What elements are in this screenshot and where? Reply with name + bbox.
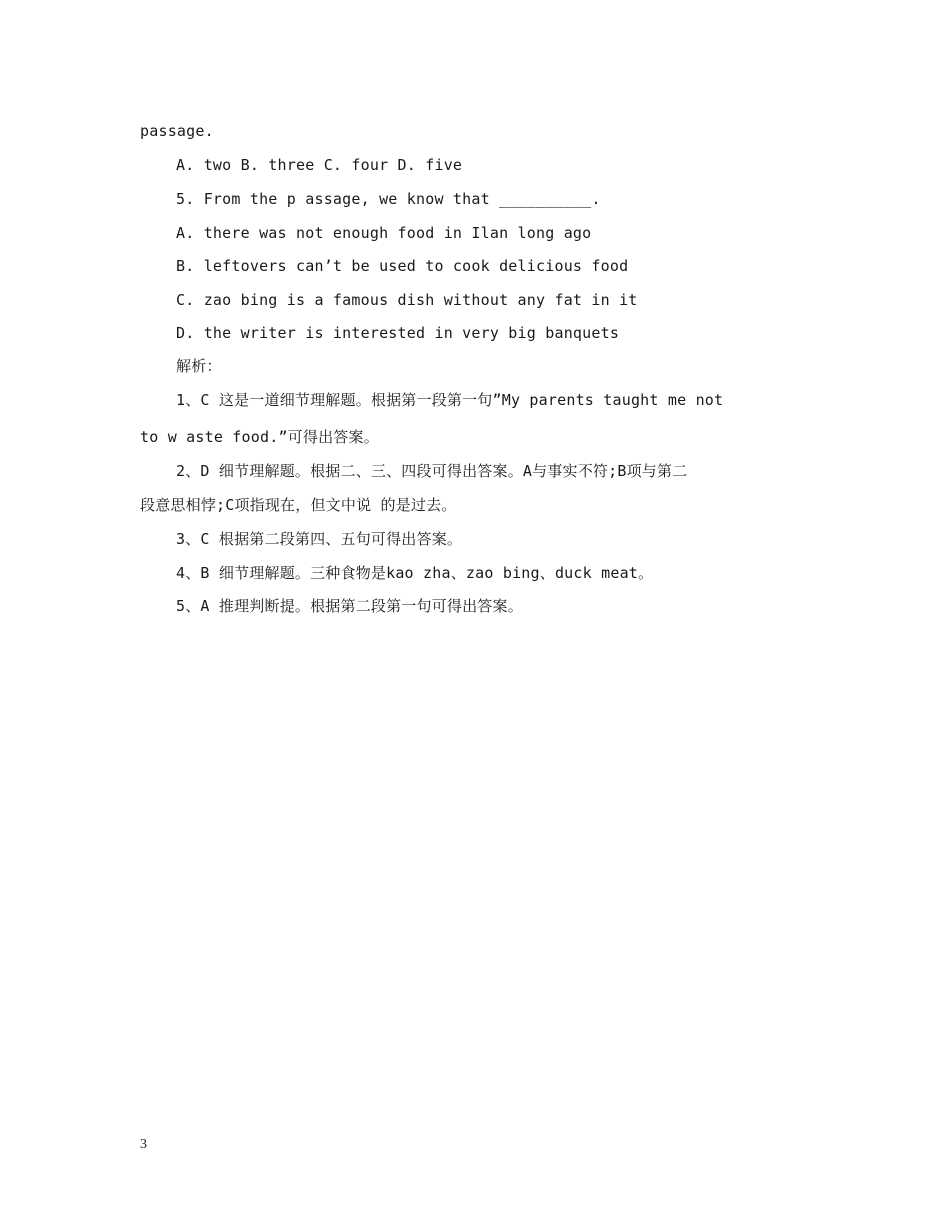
q5-question: 5. From the p assage, we know that __________.	[176, 190, 601, 208]
q5-option-b: B. leftovers can’t be used to cook delicious food	[176, 257, 629, 275]
q4-options: A. two B. three C. four D. five	[176, 156, 463, 174]
q5-option-d: D. the writer is interested in very big banquets	[176, 324, 620, 342]
analysis-heading: 解析：	[176, 357, 222, 375]
page-number: 3	[140, 1137, 147, 1152]
answer-2-line-2: 段意思相悖;C项指现在，但文中说 的是过去。	[140, 496, 457, 514]
answer-4: 4、B 细节理解题。三种食物是kao zha、zao bing、duck meat。	[176, 564, 654, 582]
answer-3: 3、C 根据第二段第四、五句可得出答案。	[176, 530, 463, 548]
answer-5: 5、A 推理判断提。根据第二段第一句可得出答案。	[176, 597, 523, 615]
answer-1-line-1: 1、C 这是一道细节理解题。根据第一段第一句”My parents taught me not	[176, 391, 724, 409]
answer-2-line-1: 2、D 细节理解题。根据二、三、四段可得出答案。A与事实不符;B项与第二	[176, 462, 688, 480]
q5-option-a: A. there was not enough food in Ilan long ago	[176, 224, 592, 242]
q5-option-c: C. zao bing is a famous dish without any fat in it	[176, 291, 638, 309]
text-line-passage: passage.	[140, 122, 214, 140]
answer-1-line-2: to w aste food.”可得出答案。	[140, 428, 379, 446]
